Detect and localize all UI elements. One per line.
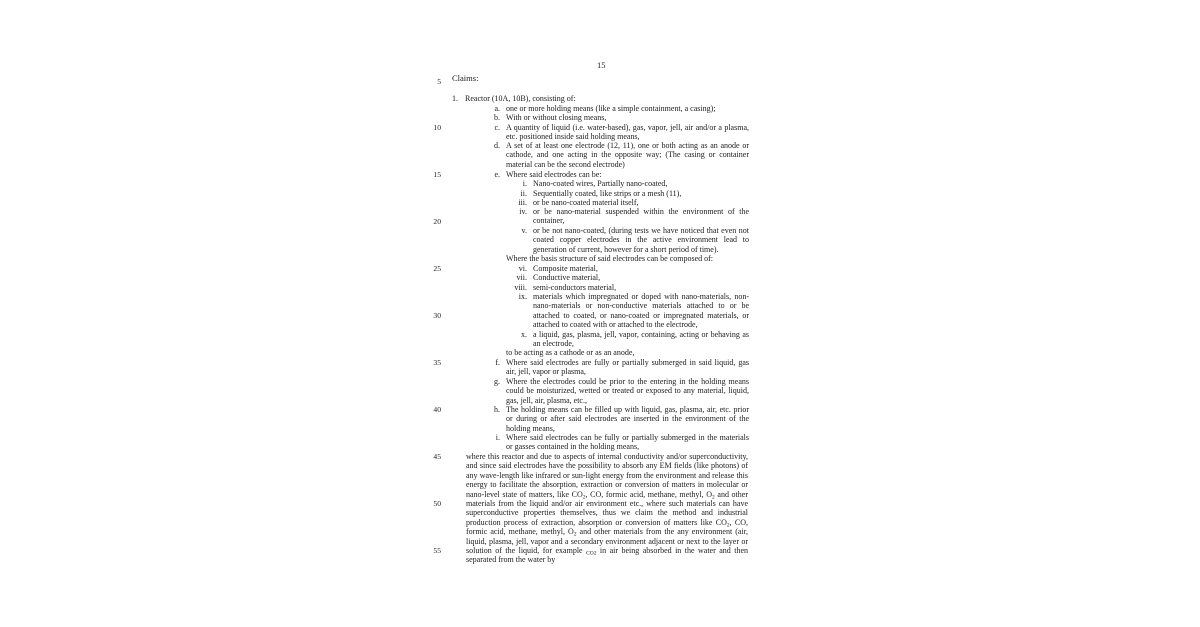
claim-item (478, 377, 749, 405)
item-text: Where said electrodes can be fully or partially submerged in the materials or gasses contained in the holding means, (506, 433, 749, 452)
acting-line: to be acting as a cathode or as an anode, (506, 348, 635, 357)
item-text: Conductive material, (533, 273, 601, 282)
item-text: one or more holding means (like a simple containment, a casing); (506, 104, 716, 113)
line-number: 20 (433, 217, 441, 226)
item-marker: i. (495, 433, 500, 442)
coating-item (500, 179, 749, 188)
item-text: or be nano-coated material itself, (533, 198, 639, 207)
item-marker: d. (494, 141, 500, 150)
coating-item (500, 226, 749, 254)
claim-item (478, 113, 749, 122)
item-marker: g. (494, 377, 500, 386)
subscript: 2 (726, 522, 730, 529)
item-text: Where said electrodes are fully or partially submerged in said liquid, gas air, jell, vapor or plasma, (506, 358, 749, 377)
paragraph-text: , CO, formic acid, methane, methyl, O (466, 517, 748, 537)
item-text: or be not nano-coated, (during tests we have noticed that even not coated copper electrodes in the active environment lead to generation of current, however for a short period of time). (533, 226, 749, 254)
item-marker: x. (521, 330, 527, 339)
claim-item (478, 358, 749, 377)
item-marker: iv. (519, 207, 527, 216)
line-number: 40 (433, 405, 441, 414)
subscript: 2 (712, 494, 715, 501)
coating-item (500, 207, 749, 226)
item-text: Composite material, (533, 264, 598, 273)
line-number: 35 (433, 358, 441, 367)
item-marker: iii. (518, 198, 527, 207)
item-marker: viii. (514, 283, 527, 292)
item-marker: vii. (516, 273, 527, 282)
item-marker: ix. (518, 292, 527, 301)
item-text: materials which impregnated or doped with nano-materials, non-nano-materials or non-conductive materials attached to or be attached to coated, or nano-coated or impregnated materials, or attached to coated with or attached to the electrode, (533, 292, 749, 330)
paragraph-text: and other materials from the any environment (air, liquid, plasma, jell, vapor and a secondary environment adjacent or next to the layer or solution of the liquid, for example (466, 527, 748, 556)
claim-closing-paragraph (466, 452, 748, 565)
claim-title: Reactor (10A, 10B), consisting of: (465, 94, 576, 103)
item-text: a liquid, gas, plasma, jell, vapor, containing, acting or behaving as an electrode, (533, 330, 749, 349)
paragraph-text: , CO, formic acid, methane, methyl, O (585, 489, 713, 499)
item-text: Where said electrodes can be: (506, 170, 602, 179)
item-text: Nano-coated wires, Partially nano-coated, (533, 179, 668, 188)
line-number: 30 (433, 311, 441, 320)
claims-heading: Claims: (452, 73, 479, 83)
item-marker: a. (494, 104, 500, 113)
claim-item (478, 104, 749, 113)
basis-intro: Where the basis structure of said electrodes can be composed of: (506, 254, 714, 263)
claim-number: 1. (452, 94, 458, 103)
page-number: 15 (597, 60, 606, 70)
item-marker: v. (521, 226, 527, 235)
subscript: CO2 (586, 550, 597, 557)
item-marker: vi. (518, 264, 527, 273)
basis-item (500, 273, 749, 282)
item-text: Sequentially coated, like strips or a mesh (11), (533, 189, 682, 198)
claim-item (478, 141, 749, 169)
claim-heading (452, 94, 576, 103)
subscript: 2 (582, 494, 586, 501)
claim-item (478, 405, 749, 433)
item-text: semi-conductors material, (533, 283, 617, 292)
item-marker: b. (494, 113, 500, 122)
subscript: 2 (573, 531, 577, 538)
item-marker: e. (494, 170, 500, 179)
line-number: 50 (433, 499, 441, 508)
item-text: or be nano-material suspended within the environment of the container, (533, 207, 749, 226)
basis-item (500, 264, 749, 273)
line-number: 10 (433, 123, 441, 132)
item-marker: h. (494, 405, 500, 414)
coating-item (500, 189, 749, 198)
coating-item (500, 198, 749, 207)
item-text: A set of at least one electrode (12, 11), one or both acting as an anode or cathode, and one acting in the opposite way; (The casing or container material can be the second electrode) (506, 141, 749, 169)
item-text: Where the electrodes could be prior to the entering in the holding means could be moisturized, wetted or treated or exposed to any material, liquid, gas, jell, air, plasma, etc., (506, 377, 749, 405)
basis-item (500, 330, 749, 349)
line-number: 5 (437, 77, 441, 86)
paragraph-text: and other materials from the liquid and/or air environment etc., where such materials can have superconductive properties themselves, thus we claim the method and industrial production process of extraction, absorption or conversion of matters like CO (466, 489, 748, 527)
item-marker: ii. (520, 189, 527, 198)
line-number: 25 (433, 264, 441, 273)
paragraph-text: in air being absorbed in the water and then separated from the water by (466, 546, 749, 565)
claim-item (478, 433, 749, 452)
item-text: A quantity of liquid (i.e. water-based), gas, vapor, jell, air and/or a plasma, etc. positioned inside said holding means, (506, 123, 749, 142)
item-text: The holding means can be filled up with liquid, gas, plasma, air, etc. prior or during or after said electrodes are inserted in the environment of the holding means, (506, 405, 749, 433)
line-number: 15 (433, 170, 441, 179)
basis-item (500, 283, 749, 292)
claim-item (478, 170, 749, 179)
item-marker: c. (494, 123, 500, 132)
item-text: With or without closing means, (506, 113, 607, 122)
claim-item (478, 123, 749, 142)
basis-item (500, 292, 749, 330)
item-marker: i. (522, 179, 527, 188)
line-number: 55 (433, 546, 441, 555)
item-marker: f. (495, 358, 500, 367)
line-number: 45 (433, 452, 441, 461)
paragraph-text: where this reactor and due to aspects of internal conductivity and/or superconductivity, and since said electrodes have the possibility to absorb any EM fields (like photons) of any wave-length like infrared or sun-light energy from the environment and release this energy to facilitate the absorption, extraction or conversion of matters in molecular or nano-level state of matters, like CO (466, 452, 748, 499)
